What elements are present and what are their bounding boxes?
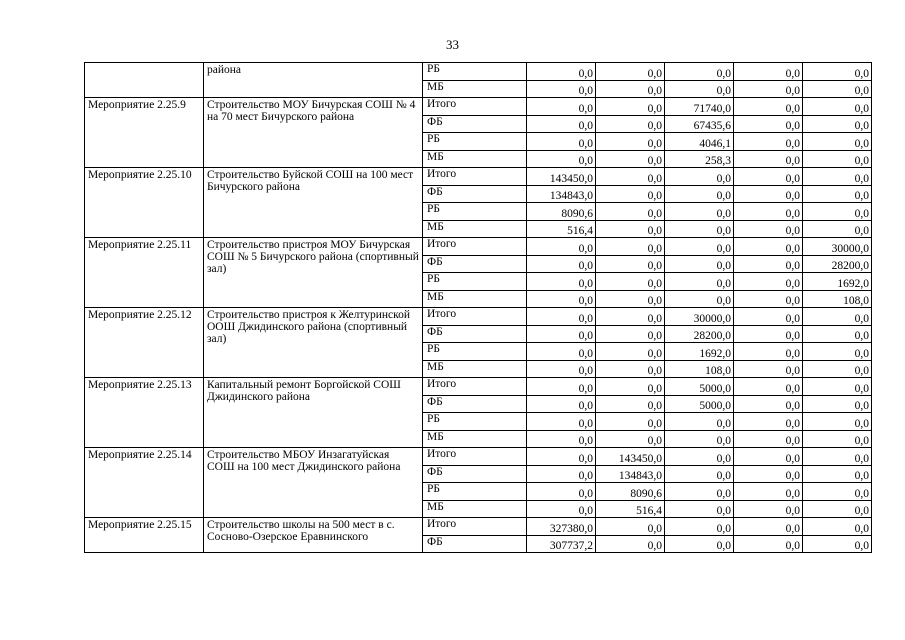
amount-cell: 0,0 bbox=[596, 378, 665, 396]
amount-cell: 0,0 bbox=[527, 63, 596, 81]
amount-cell: 0,0 bbox=[527, 238, 596, 256]
amount-cell: 0,0 bbox=[596, 238, 665, 256]
amount-cell: 0,0 bbox=[596, 273, 665, 291]
table-row bbox=[85, 98, 872, 116]
funding-source: ФБ bbox=[423, 465, 527, 483]
amount-cell: 516,4 bbox=[596, 500, 665, 518]
amount-cell: 8090,6 bbox=[596, 483, 665, 501]
table-row bbox=[85, 448, 872, 466]
amount-cell: 0,0 bbox=[803, 63, 872, 81]
amount-cell: 0,0 bbox=[734, 133, 803, 151]
amount-cell: 1692,0 bbox=[803, 273, 872, 291]
amount-cell: 0,0 bbox=[803, 98, 872, 116]
amount-cell: 0,0 bbox=[803, 115, 872, 133]
amount-cell: 0,0 bbox=[803, 308, 872, 326]
amount-cell: 0,0 bbox=[734, 430, 803, 448]
amount-cell: 0,0 bbox=[596, 413, 665, 431]
amount-cell: 0,0 bbox=[665, 203, 734, 221]
amount-cell: 0,0 bbox=[665, 273, 734, 291]
funding-source: Итого bbox=[423, 98, 527, 116]
amount-cell: 0,0 bbox=[596, 535, 665, 553]
amount-cell: 0,0 bbox=[665, 185, 734, 203]
amount-cell: 0,0 bbox=[527, 343, 596, 361]
amount-cell: 0,0 bbox=[734, 465, 803, 483]
amount-cell: 0,0 bbox=[596, 360, 665, 378]
amount-cell: 0,0 bbox=[734, 378, 803, 396]
amount-cell: 30000,0 bbox=[665, 308, 734, 326]
amount-cell: 0,0 bbox=[527, 430, 596, 448]
funding-source: РБ bbox=[423, 343, 527, 361]
amount-cell: 0,0 bbox=[734, 238, 803, 256]
amount-cell: 0,0 bbox=[527, 133, 596, 151]
amount-cell: 0,0 bbox=[803, 413, 872, 431]
amount-cell: 143450,0 bbox=[527, 168, 596, 186]
amount-cell: 0,0 bbox=[527, 448, 596, 466]
amount-cell: 0,0 bbox=[803, 448, 872, 466]
amount-cell: 0,0 bbox=[527, 465, 596, 483]
measure-code bbox=[85, 63, 204, 98]
measure-name: Капитальный ремонт Боргойской СОШ Джидинского района bbox=[204, 378, 423, 448]
amount-cell: 0,0 bbox=[734, 98, 803, 116]
amount-cell: 0,0 bbox=[803, 500, 872, 518]
amount-cell: 0,0 bbox=[734, 395, 803, 413]
amount-cell: 0,0 bbox=[596, 98, 665, 116]
funding-source: РБ bbox=[423, 273, 527, 291]
amount-cell: 108,0 bbox=[803, 290, 872, 308]
amount-cell: 0,0 bbox=[803, 220, 872, 238]
measure-name: Строительство школы на 500 мест в с. Сосново-Озерское Еравнинского bbox=[204, 518, 423, 553]
funding-source: Итого bbox=[423, 448, 527, 466]
amount-cell: 0,0 bbox=[803, 80, 872, 98]
amount-cell: 0,0 bbox=[527, 483, 596, 501]
amount-cell: 134843,0 bbox=[527, 185, 596, 203]
amount-cell: 0,0 bbox=[734, 325, 803, 343]
amount-cell: 0,0 bbox=[803, 343, 872, 361]
amount-cell: 0,0 bbox=[527, 413, 596, 431]
amount-cell: 0,0 bbox=[527, 255, 596, 273]
amount-cell: 0,0 bbox=[527, 80, 596, 98]
budget-table bbox=[84, 62, 872, 553]
amount-cell: 0,0 bbox=[803, 203, 872, 221]
amount-cell: 0,0 bbox=[665, 430, 734, 448]
funding-source: МБ bbox=[423, 360, 527, 378]
table-row bbox=[85, 238, 872, 256]
funding-source: РБ bbox=[423, 133, 527, 151]
amount-cell: 0,0 bbox=[803, 430, 872, 448]
measure-code: Мероприятие 2.25.9 bbox=[85, 98, 204, 168]
amount-cell: 0,0 bbox=[596, 308, 665, 326]
amount-cell: 30000,0 bbox=[803, 238, 872, 256]
funding-source: Итого bbox=[423, 168, 527, 186]
amount-cell: 0,0 bbox=[734, 220, 803, 238]
amount-cell: 0,0 bbox=[596, 290, 665, 308]
amount-cell: 0,0 bbox=[596, 395, 665, 413]
measure-name: Строительство МОУ Бичурская СОШ № 4 на 70 мест Бичурского района bbox=[204, 98, 423, 168]
page-number: 33 bbox=[446, 37, 459, 52]
amount-cell: 0,0 bbox=[734, 448, 803, 466]
funding-source: МБ bbox=[423, 150, 527, 168]
amount-cell: 0,0 bbox=[734, 273, 803, 291]
amount-cell: 5000,0 bbox=[665, 395, 734, 413]
amount-cell: 0,0 bbox=[803, 395, 872, 413]
amount-cell: 28200,0 bbox=[803, 255, 872, 273]
amount-cell: 143450,0 bbox=[596, 448, 665, 466]
amount-cell: 0,0 bbox=[596, 185, 665, 203]
amount-cell: 67435,6 bbox=[665, 115, 734, 133]
amount-cell: 0,0 bbox=[527, 273, 596, 291]
funding-source: РБ bbox=[423, 63, 527, 81]
table-row bbox=[85, 518, 872, 536]
amount-cell: 0,0 bbox=[803, 185, 872, 203]
amount-cell: 0,0 bbox=[665, 255, 734, 273]
amount-cell: 0,0 bbox=[734, 115, 803, 133]
amount-cell: 71740,0 bbox=[665, 98, 734, 116]
funding-source: Итого bbox=[423, 378, 527, 396]
measure-code: Мероприятие 2.25.13 bbox=[85, 378, 204, 448]
amount-cell: 0,0 bbox=[734, 168, 803, 186]
amount-cell: 0,0 bbox=[596, 430, 665, 448]
amount-cell: 134843,0 bbox=[596, 465, 665, 483]
amount-cell: 0,0 bbox=[527, 395, 596, 413]
amount-cell: 516,4 bbox=[527, 220, 596, 238]
amount-cell: 0,0 bbox=[803, 378, 872, 396]
amount-cell: 0,0 bbox=[665, 500, 734, 518]
funding-source: ФБ bbox=[423, 325, 527, 343]
amount-cell: 307737,2 bbox=[527, 535, 596, 553]
funding-source: МБ bbox=[423, 80, 527, 98]
funding-source: ФБ bbox=[423, 255, 527, 273]
funding-source: Итого bbox=[423, 308, 527, 326]
funding-source: Итого bbox=[423, 518, 527, 536]
amount-cell: 0,0 bbox=[527, 115, 596, 133]
amount-cell: 258,3 bbox=[665, 150, 734, 168]
amount-cell: 0,0 bbox=[527, 308, 596, 326]
amount-cell: 0,0 bbox=[734, 413, 803, 431]
funding-source: Итого bbox=[423, 238, 527, 256]
amount-cell: 0,0 bbox=[596, 80, 665, 98]
amount-cell: 0,0 bbox=[596, 343, 665, 361]
amount-cell: 0,0 bbox=[734, 255, 803, 273]
amount-cell: 0,0 bbox=[596, 133, 665, 151]
amount-cell: 0,0 bbox=[803, 150, 872, 168]
funding-source: МБ bbox=[423, 290, 527, 308]
amount-cell: 0,0 bbox=[527, 500, 596, 518]
amount-cell: 0,0 bbox=[734, 343, 803, 361]
amount-cell: 0,0 bbox=[734, 203, 803, 221]
amount-cell: 0,0 bbox=[803, 133, 872, 151]
amount-cell: 5000,0 bbox=[665, 378, 734, 396]
funding-source: МБ bbox=[423, 500, 527, 518]
amount-cell: 0,0 bbox=[803, 168, 872, 186]
amount-cell: 0,0 bbox=[803, 360, 872, 378]
amount-cell: 0,0 bbox=[734, 535, 803, 553]
amount-cell: 0,0 bbox=[734, 63, 803, 81]
amount-cell: 0,0 bbox=[665, 220, 734, 238]
amount-cell: 0,0 bbox=[734, 290, 803, 308]
amount-cell: 0,0 bbox=[665, 80, 734, 98]
funding-source: РБ bbox=[423, 413, 527, 431]
amount-cell: 0,0 bbox=[734, 150, 803, 168]
amount-cell: 0,0 bbox=[596, 325, 665, 343]
amount-cell: 327380,0 bbox=[527, 518, 596, 536]
table-body bbox=[85, 63, 872, 553]
funding-source: ФБ bbox=[423, 395, 527, 413]
amount-cell: 0,0 bbox=[596, 518, 665, 536]
measure-code: Мероприятие 2.25.11 bbox=[85, 238, 204, 308]
amount-cell: 0,0 bbox=[734, 483, 803, 501]
funding-source: РБ bbox=[423, 203, 527, 221]
measure-name: района bbox=[204, 63, 423, 98]
amount-cell: 0,0 bbox=[803, 518, 872, 536]
funding-source: МБ bbox=[423, 220, 527, 238]
funding-source: МБ bbox=[423, 430, 527, 448]
amount-cell: 0,0 bbox=[803, 465, 872, 483]
measure-name: Строительство Буйской СОШ на 100 мест Бичурского района bbox=[204, 168, 423, 238]
amount-cell: 0,0 bbox=[527, 378, 596, 396]
amount-cell: 0,0 bbox=[596, 220, 665, 238]
measure-code: Мероприятие 2.25.14 bbox=[85, 448, 204, 518]
amount-cell: 0,0 bbox=[734, 500, 803, 518]
amount-cell: 0,0 bbox=[734, 360, 803, 378]
table-row bbox=[85, 308, 872, 326]
amount-cell: 0,0 bbox=[527, 98, 596, 116]
amount-cell: 0,0 bbox=[665, 535, 734, 553]
amount-cell: 0,0 bbox=[596, 203, 665, 221]
table-row bbox=[85, 378, 872, 396]
amount-cell: 0,0 bbox=[596, 168, 665, 186]
amount-cell: 0,0 bbox=[527, 150, 596, 168]
amount-cell: 0,0 bbox=[665, 63, 734, 81]
measure-code: Мероприятие 2.25.12 bbox=[85, 308, 204, 378]
amount-cell: 4046,1 bbox=[665, 133, 734, 151]
amount-cell: 0,0 bbox=[803, 325, 872, 343]
funding-source: ФБ bbox=[423, 535, 527, 553]
amount-cell: 0,0 bbox=[803, 535, 872, 553]
measure-code: Мероприятие 2.25.10 bbox=[85, 168, 204, 238]
table-row bbox=[85, 63, 872, 81]
amount-cell: 0,0 bbox=[596, 150, 665, 168]
measure-name: Строительство пристроя к Желтуринской ООШ Джидинского района (спортивный зал) bbox=[204, 308, 423, 378]
amount-cell: 0,0 bbox=[527, 360, 596, 378]
funding-source: ФБ bbox=[423, 185, 527, 203]
amount-cell: 0,0 bbox=[665, 238, 734, 256]
amount-cell: 0,0 bbox=[596, 115, 665, 133]
amount-cell: 0,0 bbox=[665, 290, 734, 308]
amount-cell: 0,0 bbox=[596, 63, 665, 81]
amount-cell: 0,0 bbox=[665, 413, 734, 431]
amount-cell: 0,0 bbox=[527, 325, 596, 343]
amount-cell: 0,0 bbox=[596, 255, 665, 273]
amount-cell: 0,0 bbox=[665, 483, 734, 501]
amount-cell: 108,0 bbox=[665, 360, 734, 378]
amount-cell: 8090,6 bbox=[527, 203, 596, 221]
table-row bbox=[85, 168, 872, 186]
amount-cell: 0,0 bbox=[734, 185, 803, 203]
amount-cell: 0,0 bbox=[734, 518, 803, 536]
funding-source: РБ bbox=[423, 483, 527, 501]
amount-cell: 0,0 bbox=[734, 80, 803, 98]
measure-name: Строительство пристроя МОУ Бичурская СОШ № 5 Бичурского района (спортивный зал) bbox=[204, 238, 423, 308]
measure-code: Мероприятие 2.25.15 bbox=[85, 518, 204, 553]
measure-name: Строительство МБОУ Инзагатуйская СОШ на 100 мест Джидинского района bbox=[204, 448, 423, 518]
amount-cell: 1692,0 bbox=[665, 343, 734, 361]
amount-cell: 0,0 bbox=[665, 518, 734, 536]
amount-cell: 0,0 bbox=[665, 465, 734, 483]
amount-cell: 0,0 bbox=[734, 308, 803, 326]
amount-cell: 28200,0 bbox=[665, 325, 734, 343]
amount-cell: 0,0 bbox=[665, 448, 734, 466]
amount-cell: 0,0 bbox=[527, 290, 596, 308]
amount-cell: 0,0 bbox=[803, 483, 872, 501]
amount-cell: 0,0 bbox=[665, 168, 734, 186]
funding-source: ФБ bbox=[423, 115, 527, 133]
